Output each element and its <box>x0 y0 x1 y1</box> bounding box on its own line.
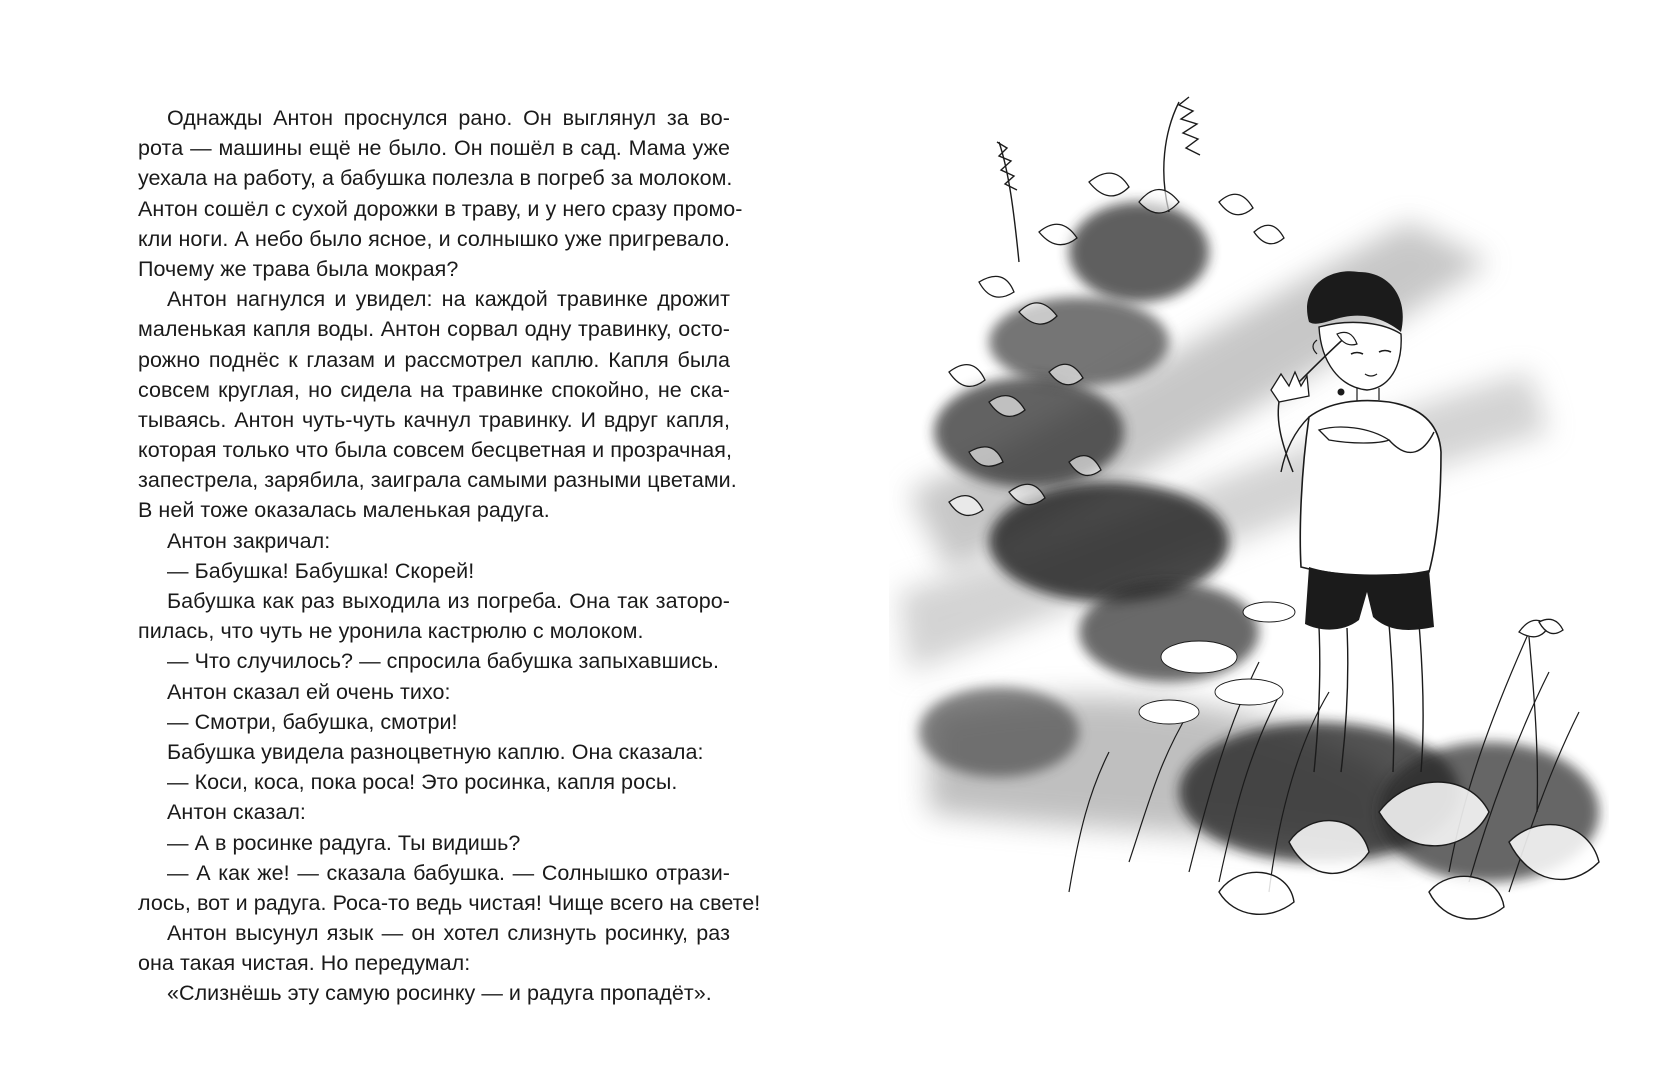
text-line: которая только что была совсем бесцветная и прозрачная, <box>138 438 733 463</box>
text-line: — Бабушка! Бабушка! Скорей! <box>167 558 475 583</box>
text-line: — Смотри, бабушка, смотри! <box>167 709 458 734</box>
text-line: она такая чистая. Но передумал: <box>138 951 471 976</box>
text-line: Однажды Антон проснулся рано. Он выглянул за во- <box>167 106 730 130</box>
text-line: Антон сошёл с сухой дорожки в траву, и у него сразу промо- <box>138 196 743 221</box>
dewdrop <box>1338 389 1345 396</box>
text-line: Антон высунул язык — он хотел слизнуть росинку, раз <box>167 921 730 946</box>
text-line: — А в росинке радуга. Ты видишь? <box>167 830 521 855</box>
text-line: — Что случилось? — спросила бабушка запыхавшись. <box>167 649 720 674</box>
text-line: «Слизнёшь эту самую росинку — и радуга пропадёт». <box>167 981 712 1006</box>
text-line: лось, вот и радуга. Роса-то ведь чистая! Чище всего на свете! <box>138 890 761 915</box>
text-line: кли ноги. А небо было ясное, и солнышко уже пригревало. <box>138 226 730 251</box>
text-line: маленькая капля воды. Антон сорвал одну травинку, осто- <box>138 317 730 342</box>
text-line: Антон закричал: <box>167 528 331 553</box>
text-line: — Коси, коса, пока роса! Это росинка, капля росы. <box>167 770 678 795</box>
text-line: уехала на работу, а бабушка полезла в погреб за молоком. <box>138 166 733 191</box>
text-line: Антон сказал ей очень тихо: <box>167 679 451 704</box>
text-line: Антон нагнулся и увидел: на каждой травинке дрожит <box>167 287 730 312</box>
text-line: Бабушка увидела разноцветную каплю. Она сказала: <box>167 739 704 764</box>
story-text <box>138 103 761 1009</box>
text-line: совсем круглая, но сидела на травинке спокойно, не ска- <box>138 377 730 402</box>
text-line: В ней тоже оказалась маленькая радуга. <box>138 498 550 523</box>
text-line: Бабушка как раз выходила из погреба. Она так заторо- <box>167 589 730 613</box>
text-line: запестрела, зарябила, заиграла самыми разными цветами. <box>138 468 737 493</box>
text-line: — А как же! — сказала бабушка. — Солнышко отрази- <box>167 860 730 885</box>
text-line: тываясь. Антон чуть-чуть качнул травинку. И вдруг капля, <box>138 407 730 432</box>
text-line: рота — машины ещё не было. Он пошёл в сад. Мама уже <box>138 136 730 161</box>
boy-with-dewdrop-illustration <box>889 72 1609 972</box>
text-line: рожно поднёс к глазам и рассмотрел каплю. Капля была <box>138 347 730 372</box>
left-page <box>0 0 829 1080</box>
text-line: пилась, что чуть не уронила кастрюлю с молоком. <box>138 619 644 644</box>
text-line: Антон сказал: <box>167 800 306 825</box>
right-page <box>829 0 1659 1080</box>
text-line: Почему же трава была мокрая? <box>138 256 459 281</box>
